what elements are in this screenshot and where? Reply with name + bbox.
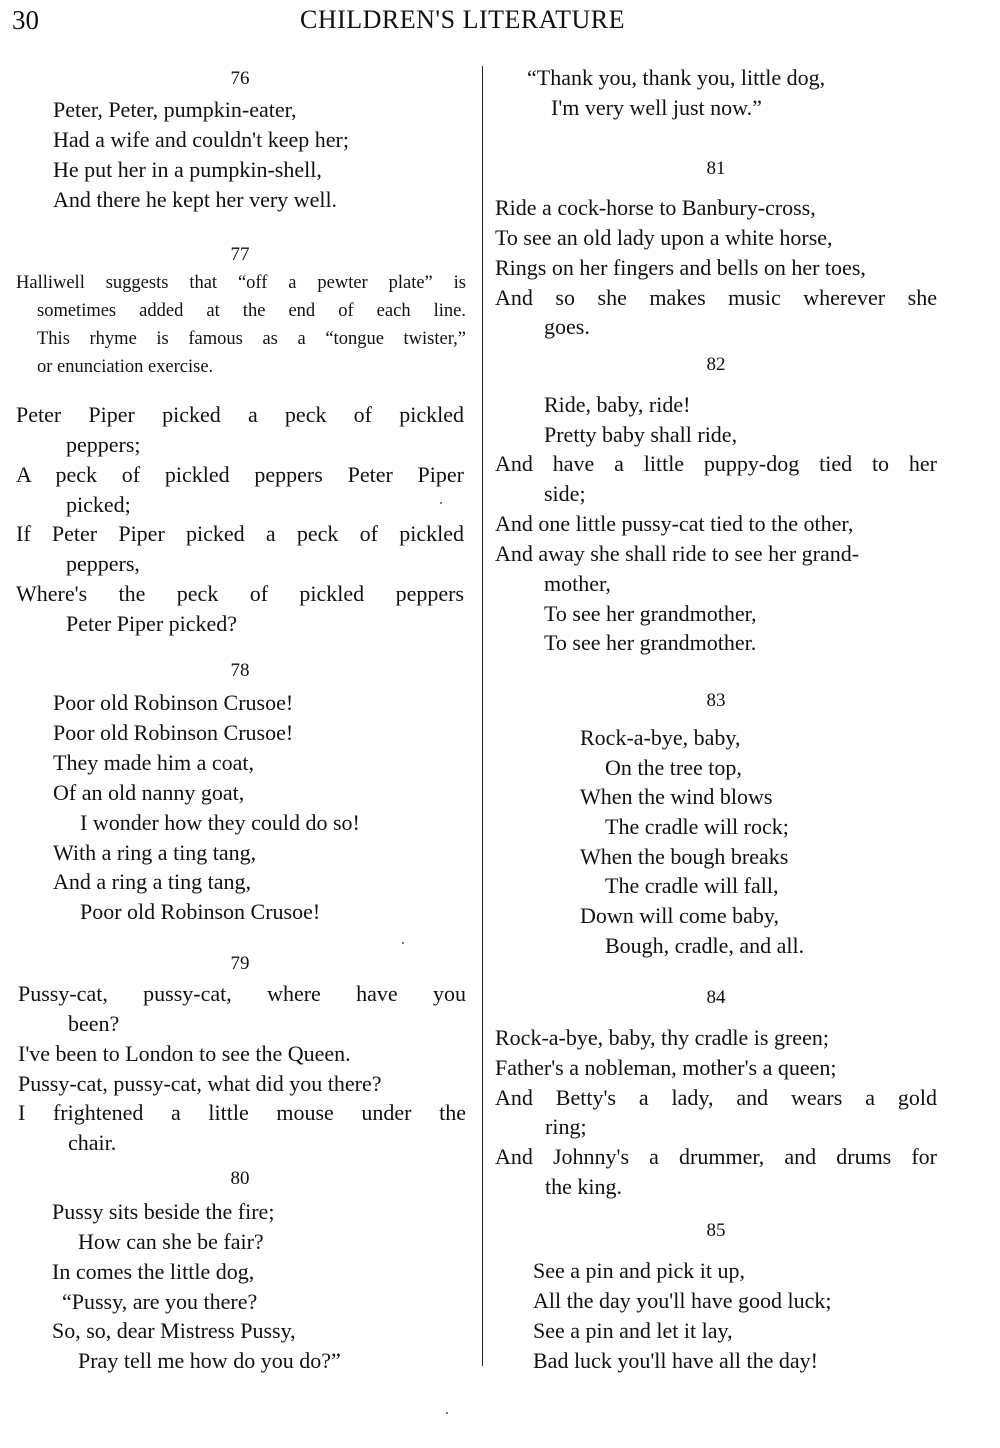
verse-line: Rings on her fingers and bells on her toes,: [495, 255, 866, 280]
verse-line: side;: [544, 481, 586, 506]
verse-line: Poor old Robinson Crusoe!: [53, 690, 294, 715]
verse-line: Rock-a-bye, baby,: [580, 725, 741, 750]
verse-line: If Peter Piper picked a peck of pickled: [16, 521, 464, 546]
verse-line: Rock-a-bye, baby, thy cradle is green;: [495, 1025, 829, 1050]
editorial-note: or enunciation exercise.: [37, 357, 214, 377]
verse-line: “Pussy, are you there?: [62, 1289, 258, 1314]
verse-line: Pray tell me how do you do?”: [78, 1348, 341, 1373]
verse-line: In comes the little dog,: [52, 1259, 255, 1284]
verse-line: I've been to London to see the Queen.: [18, 1041, 351, 1066]
verse-line: To see an old lady upon a white horse,: [495, 225, 833, 250]
verse-line: To see her grandmother,: [544, 601, 757, 626]
running-head: CHILDREN'S LITERATURE: [300, 5, 626, 34]
verse-line: mother,: [544, 571, 611, 596]
verse-line: And have a little puppy-dog tied to her: [495, 451, 937, 476]
rhyme-number: 78: [230, 660, 250, 681]
verse-line: Where's the peck of pickled peppers: [16, 581, 464, 606]
verse-line: To see her grandmother.: [544, 630, 757, 655]
verse-line: Bad luck you'll have all the day!: [533, 1348, 818, 1373]
verse-line: Ride a cock-horse to Banbury-cross,: [495, 195, 816, 220]
verse-line: been?: [68, 1011, 120, 1036]
verse-line: Peter Piper picked a peck of pickled: [16, 402, 464, 427]
verse-line: And there he kept her very well.: [53, 187, 338, 212]
column-divider: [482, 66, 483, 1366]
editorial-note: sometimes added at the end of each line.: [37, 301, 466, 321]
rhyme-number: 85: [706, 1220, 726, 1241]
verse-line: I'm very well just now.”: [551, 95, 762, 120]
rhyme-number: 79: [230, 953, 250, 974]
verse-line: And so she makes music wherever she: [495, 285, 937, 310]
verse-line: See a pin and let it lay,: [533, 1318, 733, 1343]
rhyme-number: 76: [230, 68, 250, 89]
verse-line: And a ring a ting tang,: [53, 869, 251, 894]
rhyme-number: 82: [706, 354, 726, 375]
verse-line: A peck of pickled peppers Peter Piper: [16, 462, 464, 487]
print-speck: [440, 502, 442, 504]
verse-line: And Betty's a lady, and wears a gold: [495, 1085, 937, 1110]
print-speck: [446, 1412, 448, 1414]
verse-line: Poor old Robinson Crusoe!: [80, 899, 321, 924]
verse-line: When the bough breaks: [580, 844, 789, 869]
verse-line: When the wind blows: [580, 784, 773, 809]
verse-line: picked;: [66, 492, 131, 517]
verse-line: The cradle will fall,: [605, 873, 779, 898]
verse-line: And away she shall ride to see her grand-: [495, 541, 860, 566]
verse-line: ring;: [545, 1114, 587, 1139]
verse-line: How can she be fair?: [78, 1229, 264, 1254]
verse-line: The cradle will rock;: [605, 814, 789, 839]
verse-line: Of an old nanny goat,: [53, 780, 245, 805]
verse-line: See a pin and pick it up,: [533, 1258, 746, 1283]
verse-line: chair.: [68, 1130, 117, 1155]
verse-line: With a ring a ting tang,: [53, 840, 257, 865]
verse-line: Father's a nobleman, mother's a queen;: [495, 1055, 837, 1080]
verse-line: Ride, baby, ride!: [544, 392, 691, 417]
verse-line: So, so, dear Mistress Pussy,: [52, 1318, 296, 1343]
rhyme-number: 81: [706, 158, 726, 179]
rhyme-number: 84: [706, 987, 726, 1008]
verse-line: I wonder how they could do so!: [80, 810, 360, 835]
rhyme-number: 77: [230, 244, 250, 265]
verse-line: I frightened a little mouse under the: [18, 1100, 466, 1125]
verse-line: peppers;: [66, 432, 141, 457]
print-speck: [402, 942, 404, 944]
verse-line: Poor old Robinson Crusoe!: [53, 720, 294, 745]
verse-line: And Johnny's a drummer, and drums for: [495, 1144, 937, 1169]
verse-line: Down will come baby,: [580, 903, 779, 928]
editorial-note: Halliwell suggests that “off a pewter plate” is: [16, 273, 466, 293]
verse-line: And one little pussy-cat tied to the other,: [495, 511, 854, 536]
verse-line: the king.: [545, 1174, 622, 1199]
verse-line: Bough, cradle, and all.: [605, 933, 805, 958]
verse-line: They made him a coat,: [53, 750, 254, 775]
verse-line: “Thank you, thank you, little dog,: [527, 65, 826, 90]
verse-line: Pussy-cat, pussy-cat, what did you there?: [18, 1071, 382, 1096]
verse-line: He put her in a pumpkin-shell,: [53, 157, 322, 182]
verse-line: peppers,: [66, 551, 140, 576]
verse-line: Had a wife and couldn't keep her;: [53, 127, 349, 152]
page-number: 30: [12, 5, 39, 35]
verse-line: Peter, Peter, pumpkin-eater,: [53, 97, 297, 122]
verse-line: Pussy sits beside the fire;: [52, 1199, 275, 1224]
verse-line: Peter Piper picked?: [66, 611, 238, 636]
verse-line: On the tree top,: [605, 755, 742, 780]
verse-line: All the day you'll have good luck;: [533, 1288, 832, 1313]
verse-line: goes.: [544, 314, 590, 339]
rhyme-number: 83: [706, 690, 726, 711]
verse-line: Pussy-cat, pussy-cat, where have you: [18, 981, 466, 1006]
verse-line: Pretty baby shall ride,: [544, 422, 738, 447]
rhyme-number: 80: [230, 1168, 250, 1189]
editorial-note: This rhyme is famous as a “tongue twister,”: [37, 329, 466, 349]
